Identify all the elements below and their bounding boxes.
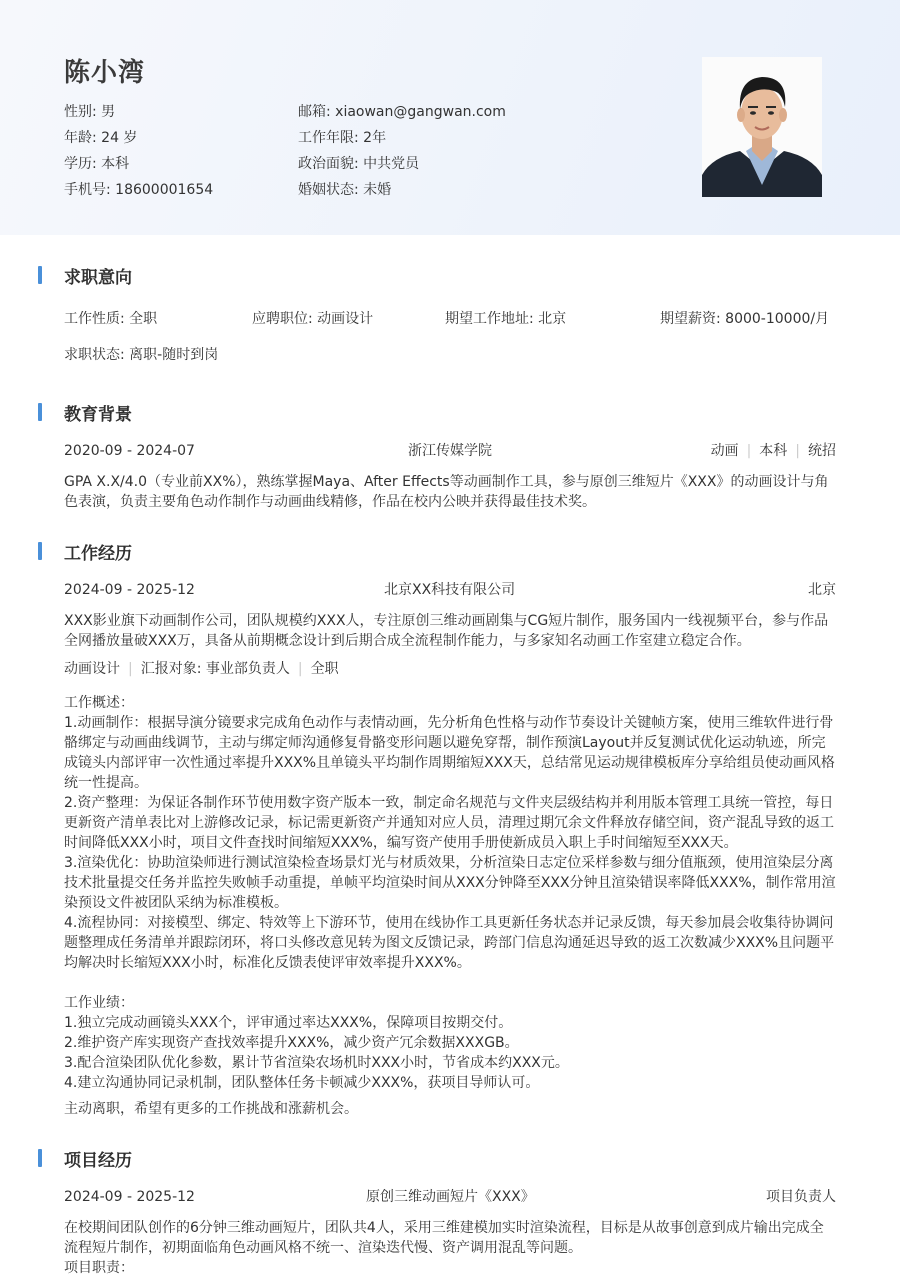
resume-header (0, 0, 900, 235)
work-type: 全职 (310, 661, 339, 677)
intent-status: 求职状态: 离职-随时到岗 (64, 347, 219, 363)
text-line: 1.独立完成动画镜头XXX个，评审通过率达XXX%，保障项目按期交付。 (64, 1015, 513, 1031)
section-bar (38, 1149, 42, 1167)
intent-salary: 期望薪资: 8000-10000/月 (660, 311, 830, 327)
text-line: GPA X.X/4.0（专业前XX%），熟练掌握Maya、After Effects等动画制作工具，参与原创三维短片《XXX》的动画设计与角 (64, 474, 829, 490)
text-line: 工作概述： (64, 695, 134, 711)
project-role: 项目负责人 (766, 1189, 836, 1205)
work-city: 北京 (808, 582, 836, 598)
education-tags: 动画 | 本科 | 统招 (710, 443, 836, 459)
work-role: 动画设计 (64, 661, 120, 677)
text-line: 3.渲染优化：协助渲染师进行测试渲染检查场景灯光与材质效果，分析渲染日志定位采样参数与细分值瓶颈，使用渲染层分离 (64, 855, 834, 871)
education-level: 学历: 本科 (64, 156, 130, 172)
age: 年龄: 24 岁 (64, 130, 138, 146)
email: 邮箱: xiaowan@gangwan.com (298, 104, 506, 120)
text-line: 染预设文件被团队采纳为标准模板。 (64, 895, 288, 911)
school-name: 浙江传媒学院 (408, 443, 492, 459)
enroll-type: 统招 (808, 443, 836, 459)
text-line: 技术批量提交任务并监控失败帧手动重提，单帧平均渲染时间从XXX分钟降至XXX分钟且渲染错误率降低XXX%，制作常用渲 (64, 875, 836, 891)
company-intro (64, 611, 839, 651)
work-report: 汇报对象: 事业部负责人 (140, 661, 290, 677)
section-title: 求职意向 (64, 268, 132, 288)
text-line: 色表演，负责主要角色动作制作与动画曲线精修，作品在校内公映并获得最佳技术奖。 (64, 494, 596, 510)
candidate-name: 陈小湾 (64, 58, 146, 88)
section-bar (38, 266, 42, 284)
project-description (64, 1218, 839, 1278)
text-line: 成镜头内部评审一次性通过率提升XXX%且单镜头平均制作周期缩短XXX天，总结常见运动规律模板库分享给组员使动画风格 (64, 755, 835, 771)
text-line: 2.资产整理：为保证各制作环节使用数字资产版本一致，制定命名规范与文件夹层级结构并利用版本管理工具统一管控，每日 (64, 795, 834, 811)
text-line: 1.动画制作：根据导演分镜要求完成角色动作与表情动画，先分析角色性格与动作节奏设计关键帧方案，使用三维软件进行骨 (64, 715, 834, 731)
leave-reason: 主动离职，希望有更多的工作挑战和涨薪机会。 (64, 1101, 358, 1117)
profile-photo (702, 57, 822, 197)
text-line: 更新资产清单表比对上游修改记录，标记需更新资产并通知对应人员，清理过期冗余文件释放存储空间，资产混乱导致的返工 (64, 815, 834, 831)
gender: 性别: 男 (64, 104, 116, 120)
text-line: 时间降低XXX小时，项目文件查找时间缩短XXX%，编写资产使用手册使新成员入职上手时间缩短至XXX天。 (64, 835, 738, 851)
text-line: 均解决时长缩短XXX小时，标准化反馈表使评审效率提升XXX%。 (64, 955, 471, 971)
text-line: 3.配合渲染团队优化参数，累计节省渲染农场机时XXX小时，节省成本约XXX元。 (64, 1055, 569, 1071)
major: 动画 (710, 443, 739, 459)
text-line: 题整理成任务清单并跟踪闭环，将口头修改意见转为图文反馈记录，跨部门信息沟通延迟导致的返工次数减少XXX%且问题平 (64, 935, 835, 951)
marital-status: 婚姻状态: 未婚 (298, 182, 392, 198)
political-status: 政治面貌: 中共党员 (298, 156, 420, 172)
text-line: 4.建立沟通协同记录机制，团队整体任务卡顿减少XXX%，获项目导师认可。 (64, 1075, 540, 1091)
intent-location: 期望工作地址: 北京 (445, 311, 567, 327)
intent-position: 应聘职位: 动画设计 (252, 311, 374, 327)
education-period: 2020-09 - 2024-07 (64, 443, 195, 459)
avatar-portrait (702, 57, 822, 197)
text-line: 统一性提高。 (64, 775, 148, 791)
project-duty-label: 项目职责： (64, 1260, 134, 1276)
text-line: 4.流程协同：对接模型、绑定、特效等上下游环节，使用在线协作工具更新任务状态并记录反馈，每天参加晨会收集待协调问 (64, 915, 834, 931)
section-title: 工作经历 (64, 544, 132, 564)
project-name: 原创三维动画短片《XXX》 (366, 1189, 535, 1205)
work-description (64, 693, 839, 1093)
intent-type: 工作性质: 全职 (64, 311, 158, 327)
section-title: 教育背景 (64, 405, 132, 425)
text-line: 流程短片制作，初期面临角色动画风格不统一、渲染迭代慢、资产调用混乱等问题。 (64, 1240, 582, 1256)
work-tags: 动画设计 | 汇报对象: 事业部负责人 | 全职 (64, 661, 339, 677)
text-line: 工作业绩： (64, 995, 134, 1011)
text-line (64, 973, 839, 993)
company-name: 北京XX科技有限公司 (384, 582, 516, 598)
section-bar (38, 542, 42, 560)
text-line: 2.维护资产库实现资产查找效率提升XXX%，减少资产冗余数据XXXGB。 (64, 1035, 519, 1051)
text-line: 全网播放量破XXX万，具备从前期概念设计到后期合成全流程制作能力，与多家知名动画工作室建立稳定合作。 (64, 633, 751, 649)
project-period: 2024-09 - 2025-12 (64, 1189, 195, 1205)
section-bar (38, 403, 42, 421)
work-years: 工作年限: 2年 (298, 130, 387, 146)
text-line: 在校期间团队创作的6分钟三维动画短片，团队共4人，采用三维建模加实时渲染流程，目标是从故事创意到成片输出完成全 (64, 1220, 824, 1236)
phone: 手机号: 18600001654 (64, 182, 214, 198)
degree: 本科 (759, 443, 788, 459)
education-description (64, 472, 839, 512)
work-period: 2024-09 - 2025-12 (64, 582, 195, 598)
text-line: 骼绑定与动画曲线调节，主动与绑定师沟通修复骨骼变形问题以避免穿帮，制作预演Layout并反复测试优化运动轨迹，所完 (64, 735, 826, 751)
section-title: 项目经历 (64, 1151, 132, 1171)
text-line: XXX影业旗下动画制作公司，团队规模约XXX人，专注原创三维动画剧集与CG短片制作，服务国内一线视频平台，参与作品 (64, 613, 829, 629)
